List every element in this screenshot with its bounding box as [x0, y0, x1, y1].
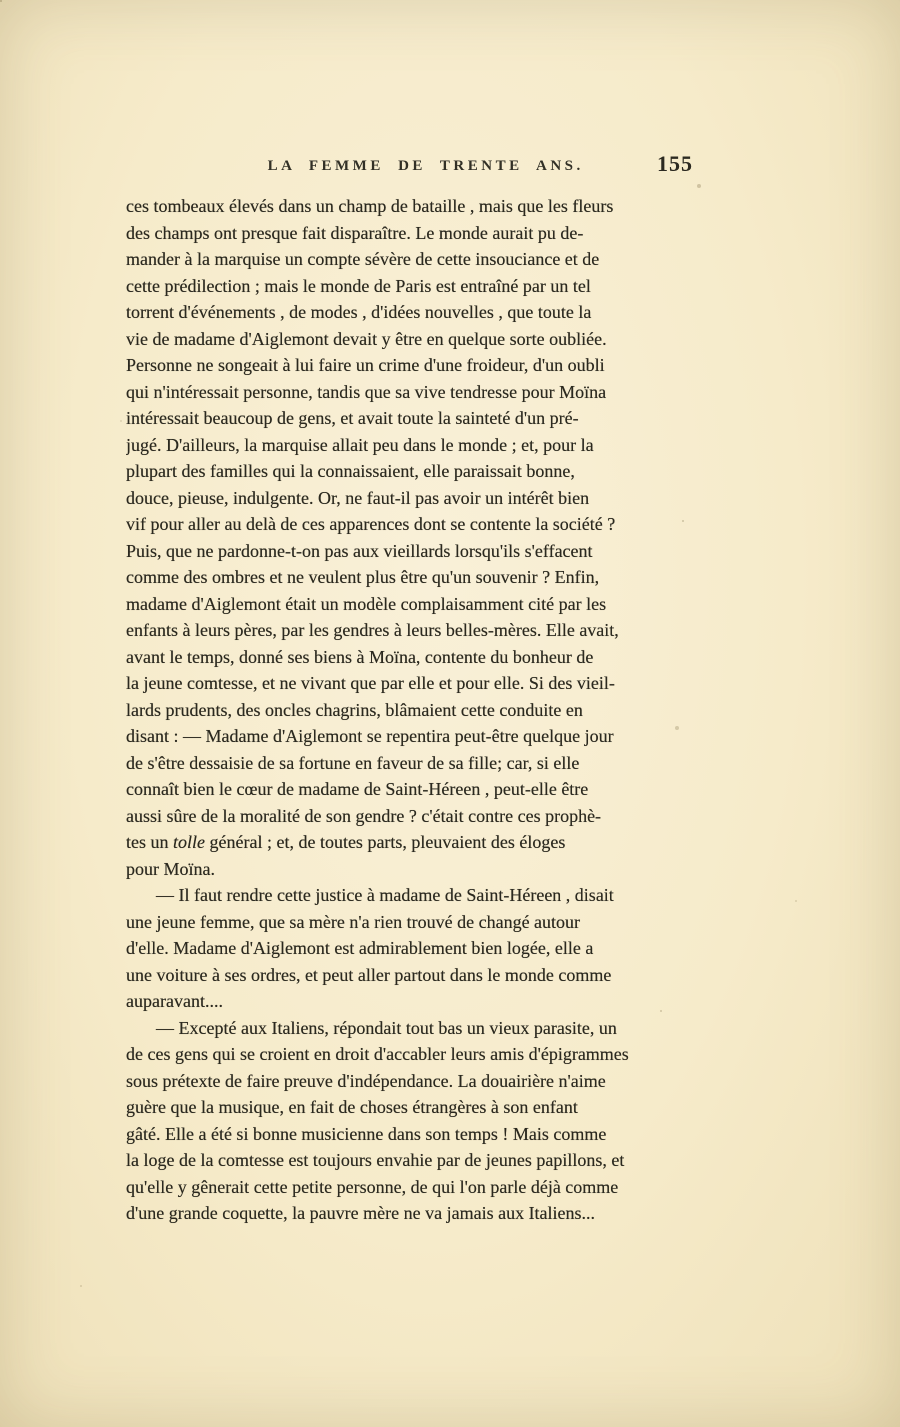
- text-line: Personne ne songeait à lui faire un crime d'une froideur, d'un oubli: [126, 355, 605, 375]
- text-line: de ces gens qui se croient en droit d'accabler leurs amis d'épigrammes: [126, 1044, 629, 1064]
- text-line: tes un tolle général ; et, de toutes parts, pleuvaient des éloges: [126, 832, 566, 852]
- text-line: vif pour aller au delà de ces apparences dont se contente la société ?: [126, 514, 616, 534]
- text-line: douce, pieuse, indulgente. Or, ne faut-il pas avoir un intérêt bien: [126, 487, 590, 508]
- text-line: madame d'Aiglemont était un modèle complaisamment cité par les: [126, 593, 607, 614]
- text-line: ces tombeaux élevés dans un champ de bataille , mais que les fleurs: [126, 196, 614, 216]
- text-line: avant le temps, donné ses biens à Moïna, contente du bonheur de: [126, 646, 594, 667]
- text-line: cette prédilection ; mais le monde de Paris est entraîné par un tel: [126, 275, 591, 296]
- text-line: torrent d'événements , de modes , d'idées nouvelles , que toute la: [126, 302, 592, 322]
- body-text: [126, 193, 738, 1227]
- text-line: mander à la marquise un compte sévère de cette insouciance et de: [126, 249, 600, 269]
- text-line: la jeune comtesse, et ne vivant que par elle et pour elle. Si des vieil-: [126, 673, 615, 693]
- italic-word: tolle: [173, 832, 205, 852]
- text-line: une voiture à ses ordres, et peut aller partout dans le monde comme: [126, 964, 612, 985]
- text-line: pour Moïna.: [126, 858, 215, 879]
- text-line: Puis, que ne pardonne-t-on pas aux vieillards lorsqu'ils s'effacent: [126, 540, 593, 561]
- running-title: LA FEMME DE TRENTE ANS.: [267, 158, 584, 174]
- text-line: guère que la musique, en fait de choses étrangères à son enfant: [126, 1097, 578, 1117]
- page-number: 155: [657, 151, 693, 176]
- text-line: sous prétexte de faire preuve d'indépendance. La douairière n'aime: [126, 1070, 606, 1091]
- page-header: [126, 151, 738, 185]
- text-line: d'une grande coquette, la pauvre mère ne va jamais aux Italiens...: [126, 1203, 596, 1223]
- text-line: lards prudents, des oncles chagrins, blâmaient cette conduite en: [126, 699, 583, 720]
- text-line: la loge de la comtesse est toujours envahie par de jeunes papillons, et: [126, 1150, 625, 1170]
- text-line: vie de madame d'Aiglemont devait y être en quelque sorte oubliée.: [126, 328, 607, 349]
- text-line: aussi sûre de la moralité de son gendre ? c'était contre ces prophè-: [126, 805, 602, 826]
- text-line: gâté. Elle a été si bonne musicienne dans son temps ! Mais comme: [126, 1123, 607, 1144]
- text-line: des champs ont presque fait disparaître. Le monde aurait pu de-: [126, 222, 584, 243]
- text-line: auparavant....: [126, 991, 223, 1011]
- text-line: intéressait beaucoup de gens, et avait toute la sainteté d'un pré-: [126, 408, 579, 428]
- text-line: — Il faut rendre cette justice à madame de Saint-Héreen , disait: [156, 885, 614, 905]
- text-line: qui n'intéressait personne, tandis que sa vive tendresse pour Moïna: [126, 381, 607, 402]
- text-line: de s'être dessaisie de sa fortune en faveur de sa fille; car, si elle: [126, 752, 580, 773]
- text-line: — Excepté aux Italiens, répondait tout bas un vieux parasite, un: [156, 1017, 617, 1038]
- text-line: d'elle. Madame d'Aiglemont est admirablement bien logée, elle a: [126, 938, 594, 958]
- text-line: une jeune femme, que sa mère n'a rien trouvé de changé autour: [126, 911, 581, 932]
- text-line: jugé. D'ailleurs, la marquise allait peu dans le monde ; et, pour la: [126, 434, 594, 455]
- text-line: enfants à leurs pères, par les gendres à leurs belles-mères. Elle avait,: [126, 620, 619, 640]
- scan-speck: [0, 0, 2, 2]
- text-line: disant : — Madame d'Aiglemont se repentira peut-être quelque jour: [126, 726, 614, 746]
- text-line: comme des ombres et ne veulent plus être qu'un souvenir ? Enfin,: [126, 567, 600, 587]
- text-line: plupart des familles qui la connaissaient, elle paraissait bonne,: [126, 461, 575, 481]
- text-line: qu'elle y gênerait cette petite personne, de qui l'on parle déjà comme: [126, 1176, 619, 1197]
- text-line: connaît bien le cœur de madame de Saint-Héreen , peut-elle être: [126, 779, 589, 799]
